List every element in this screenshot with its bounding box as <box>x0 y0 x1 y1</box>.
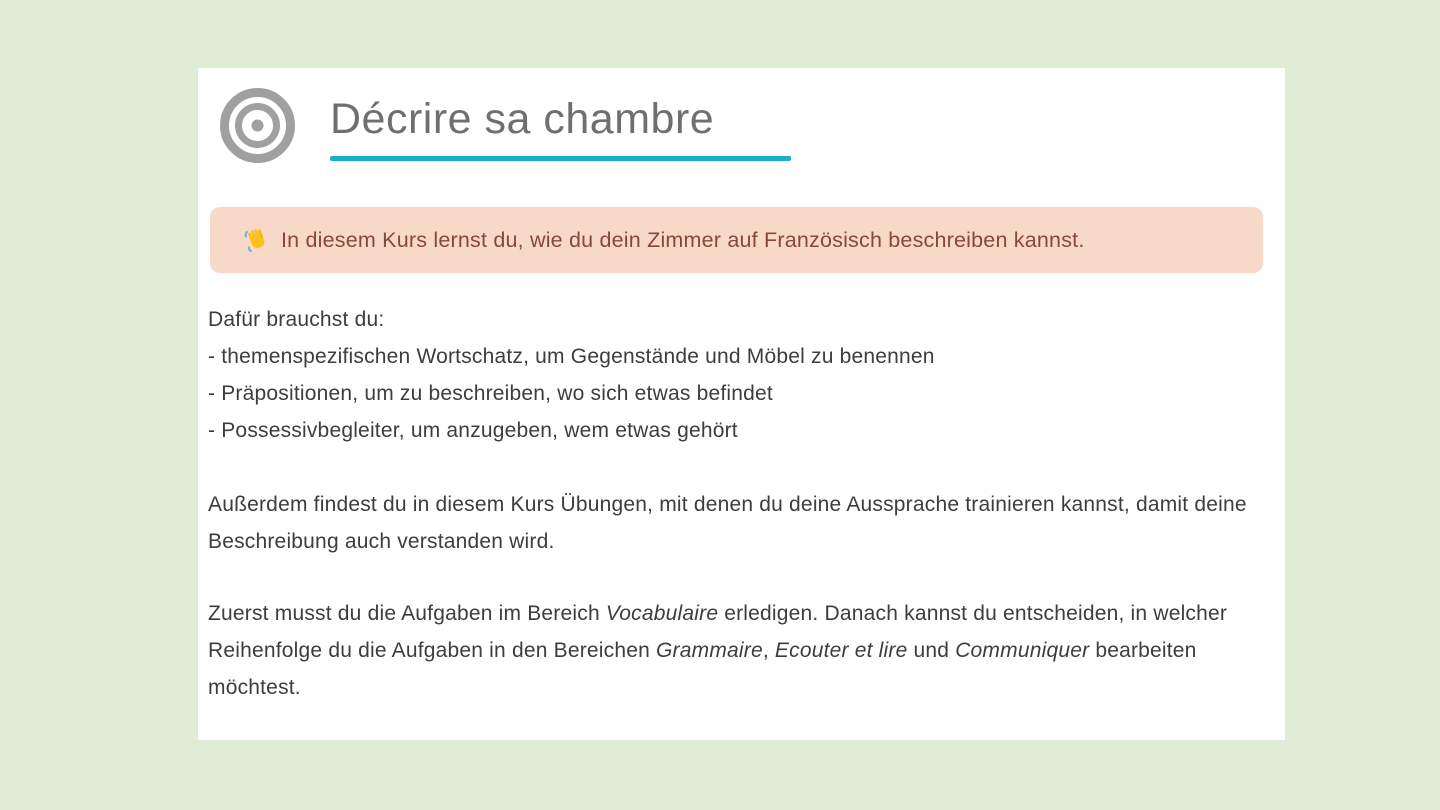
course-header <box>220 88 791 163</box>
page-title: Décrire sa chambre <box>330 95 715 143</box>
intro-lead: Dafür brauchst du: <box>208 308 385 331</box>
intro-item-vocabulary: - themenspezifischen Wortschatz, um Gegenstände und Möbel zu benennen <box>208 345 935 368</box>
intro-item-possessives: - Possessivbegleiter, um anzugeben, wem etwas gehört <box>208 419 738 442</box>
target-icon <box>220 88 295 163</box>
paragraph-pronunciation: Außerdem findest du in diesem Kurs Übungen, mit denen du deine Aussprache trainieren kannst, damit deine Beschreibung auch verstanden wird. <box>208 493 1247 553</box>
info-callout <box>210 207 1263 273</box>
course-content-card <box>198 68 1285 740</box>
title-underline <box>330 156 791 161</box>
callout-text: In diesem Kurs lernst du, wie du dein Zimmer auf Französisch beschreiben kannst. <box>281 227 1085 252</box>
title-block <box>330 91 791 161</box>
course-description <box>208 301 1266 706</box>
intro-item-prepositions: - Präpositionen, um zu beschreiben, wo sich etwas befindet <box>208 382 773 405</box>
paragraph-course-order: Zuerst musst du die Aufgaben im Bereich Vocabulaire erledigen. Danach kannst du entscheiden, in welcher Reihenfolge du die Aufgaben in den Bereichen Grammaire, Ecouter et lire und Communiquer bearbeiten möchtest. <box>208 602 1228 699</box>
waving-hand-icon <box>243 227 270 254</box>
